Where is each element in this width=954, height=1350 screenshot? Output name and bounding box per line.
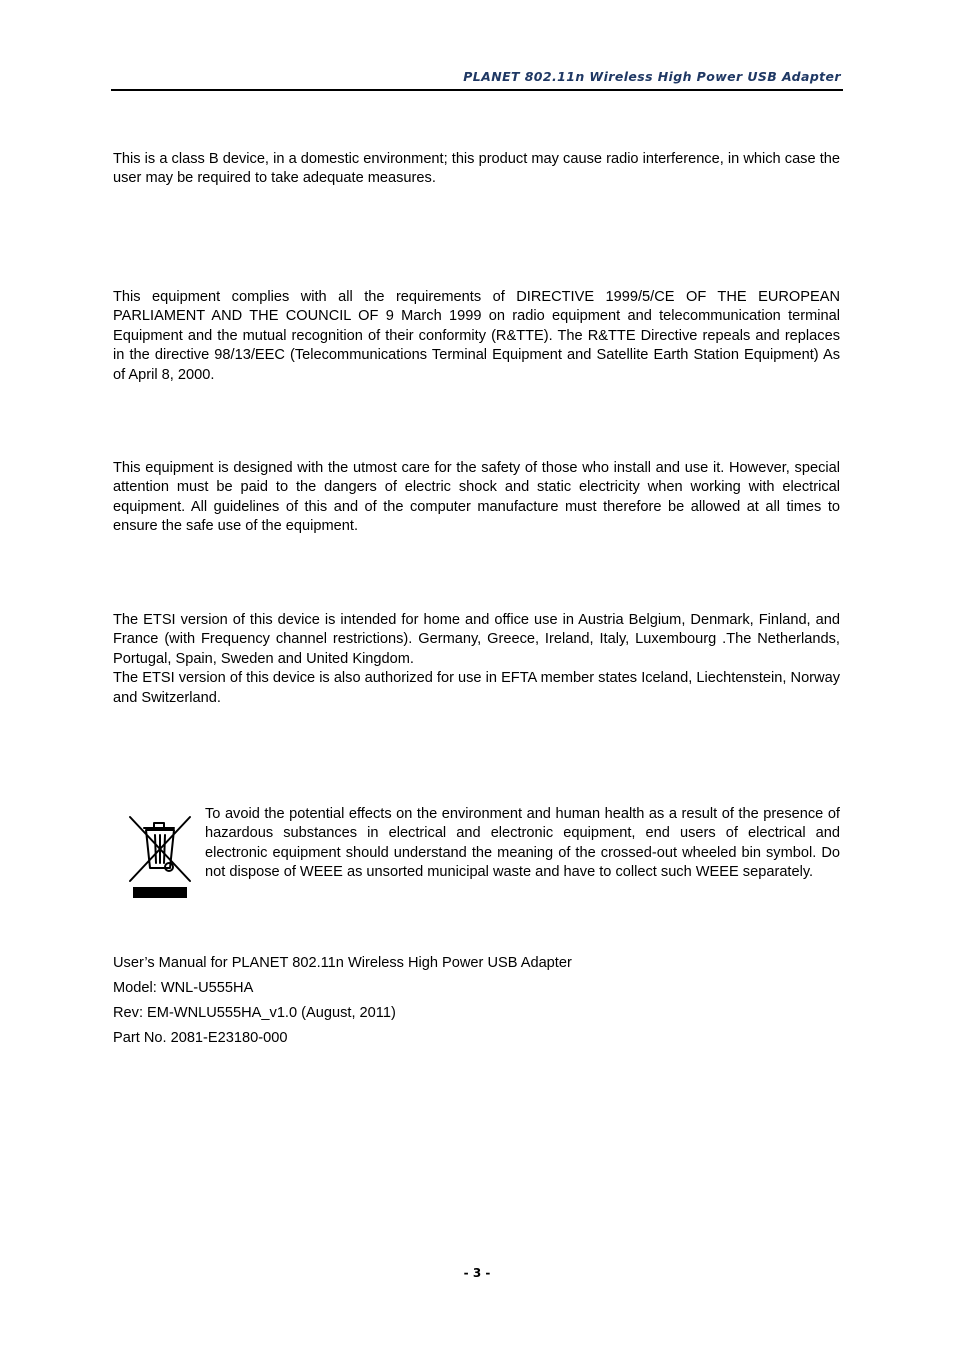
class-b-notice <box>113 150 840 189</box>
manual-title: User’s Manual for PLANET 802.11n Wireless High Power USB Adapter <box>113 955 572 971</box>
class-b-text: This is a class B device, in a domestic environment; this product may cause radio interference, in which case the user may be required to take adequate measures. <box>113 151 840 187</box>
etsi-notice <box>113 611 840 708</box>
etsi-countries-text: The ETSI version of this device is intended for home and office use in Austria Belgium, Denmark, Finland, and France (with Frequency channel restrictions). Germany, Greece, Ireland, Italy, Luxembourg .The Netherlands, Portugal, Spain, Sweden and United Kingdom. <box>113 612 840 667</box>
page-number: - 3 - <box>463 1266 491 1280</box>
manual-info <box>113 954 572 1054</box>
revision: Rev: EM-WNLU555HA_v1.0 (August, 2011) <box>113 1005 396 1021</box>
weee-notice: To avoid the potential effects on the environment and human health as a result of the presence of hazardous substances in electrical and electronic equipment, end users of electrical and electronic equipment should understand the meaning of the crossed-out wheeled bin symbol. Do not dispose of WEEE as unsorted municipal waste and have to collect such WEEE separately. <box>205 806 840 881</box>
rtte-text: This equipment complies with all the requirements of DIRECTIVE 1999/5/CE OF THE EUROPEAN PARLIAMENT AND THE COUNCIL OF 9 March 1999 on radio equipment and telecommunication terminal Equipment and the mutual recognition of their conformity (R&TTE). The R&TTE Directive repeals and replaces in the directive 98/13/EEC (Telecommunications Terminal Equipment and Satellite Earth Station Equipment) As of April 8, 2000. <box>113 289 840 383</box>
rtte-directive <box>113 288 840 385</box>
model-number: Model: WNL-U555HA <box>113 980 254 996</box>
crossed-out-wheeled-bin-icon <box>127 811 193 901</box>
header-title: PLANET 802.11n Wireless High Power USB Adapter <box>463 69 841 84</box>
part-number: Part No. 2081-E23180-000 <box>113 1030 288 1046</box>
etsi-efta-text: The ETSI version of this device is also authorized for use in EFTA member states Iceland, Liechtenstein, Norway and Switzerland. <box>113 670 840 706</box>
safety-notice <box>113 459 840 537</box>
safety-text: This equipment is designed with the utmost care for the safety of those who install and use it. However, special attention must be paid to the dangers of electric shock and static electricity when working with electrical equipment. All guidelines of this and of the computer manufacture must therefore be allowed at all times to ensure the safe use of the equipment. <box>113 460 840 535</box>
header-divider <box>111 89 843 91</box>
